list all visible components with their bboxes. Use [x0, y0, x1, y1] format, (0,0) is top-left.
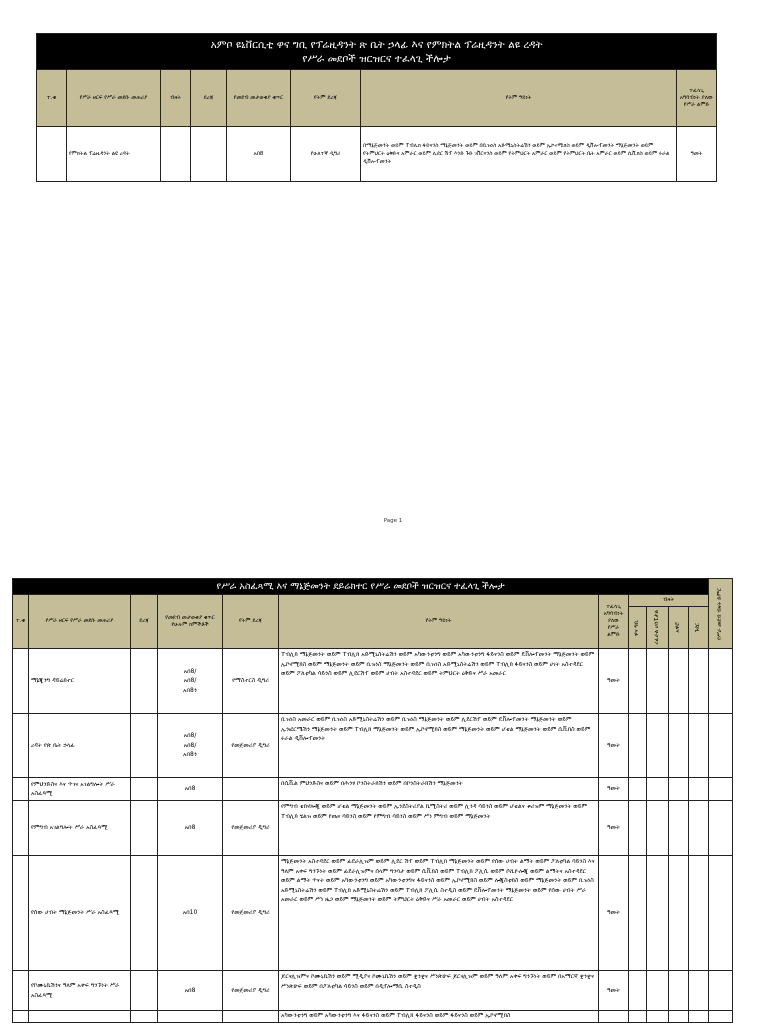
top-table: [36, 33, 717, 182]
header-count-group: ብዛት: [629, 595, 709, 607]
cell-position-title: ማኔጂንግ ዳይሬክተር: [29, 649, 131, 714]
education-field-text: ቢዝነስ አመራር ወይም ቢዝነስ አድሚኒስትሬሽን ወይም ቢዝነስ ማኔጅመንት ወይም ሊደርሽፕ ወይም ዴቨሎፕመንት ማኔጅመንት ወይም ኢንፎርሜሽን ማኔጅመንት ወይም ፐብሊክ ማኔጅመንት ወይም ኢኮኖሚክስ ወይም ማኔጅመንት ወይም ሆቴል ማኔጅመንት ወይም ሲቪክስ ወይም ሩራል ዲቨሎፕመንት: [281, 716, 591, 742]
header-education-level: የትም ደረጃ: [291, 70, 361, 127]
cell-education-field: [279, 649, 599, 714]
cell-position-id: አበ8: [158, 778, 223, 801]
cell-total: [709, 714, 733, 778]
table-row: [13, 778, 733, 801]
education-field-text: ፐብሊክ ማኔጅመንት ወይም ፐብሊክ አድሚኒስትሬሽን ወይም አካውንቲንግ ወይም አካውንቲንግ ፋይናንስ ወይም ዴቨሎፕመንት ማኔጅመንት ወይም ኢኮኖሚክስ ወይም ማኔጅመንት ወይም ቢዝነስ ማኔጅመንት ወይም ቢዝነስ አድሚኒስትሬሽን ወይም ፐብሊክ ፋይናንስ ወይም ሀገት አስተዳደር ወይም ፖለቲካል ሳይንስ ወይም ሊደርሽፕ ወይም ሀብት አስተዳደር ወይም ትምህርት ዕቅድና ሥራ አመራር: [281, 651, 595, 677]
cell-education-field: [361, 127, 677, 182]
cell-count-awaro: [669, 1011, 689, 1023]
header-education-field: የትም ዓይነት: [279, 595, 599, 649]
cell-count-main-campus: [629, 649, 647, 714]
cell-experience: ዓመት: [677, 127, 717, 182]
cell-count-guder: [689, 801, 709, 856]
cell-count-main-campus: [629, 856, 647, 971]
header-total: [709, 579, 733, 649]
cell-count-hospital: [647, 856, 669, 971]
header-experience: ተፈላጊ አግባብነት ያለው የሥራ ልምድ: [677, 70, 717, 127]
cell-count-awaro: [669, 856, 689, 971]
header-level: ደረጃ: [131, 595, 158, 649]
header-row: [13, 595, 733, 607]
cell-count-main-campus: [629, 1011, 647, 1023]
cell-position-id: አበ8/ አበ8/ አበ8ን: [158, 649, 223, 714]
cell-count: [161, 127, 191, 182]
header-count-main-campus-label: ዋና ግቢ: [634, 619, 640, 636]
cell-no: [13, 649, 29, 714]
cell-no: [13, 971, 29, 1011]
cell-education-level: የመጀመሪያ ዲግሪ: [223, 801, 279, 856]
table-row: [13, 649, 733, 714]
cell-count-main-campus: [629, 714, 647, 778]
header-count-awaro: [669, 607, 689, 649]
page-number: Page 1: [383, 518, 403, 524]
cell-count-main-campus: [629, 801, 647, 856]
cell-level: [131, 856, 158, 971]
header-position-id: የመደብ መታወቂያ ቁጥር: [227, 70, 291, 127]
header-position-id: የመደብ መታወቂያ ቁጥር የሁሉም ክምችቶች: [158, 595, 223, 649]
cell-count-hospital: [647, 801, 669, 856]
education-field-text: በሲቪል ምህንድስና ወይም በሕንፃ ኮንስትራክሽን ወይም በኮንስትራክሽን ማኔጅመንት: [281, 780, 463, 787]
education-field-text: ጆርናሊዝምና ኮሙኒኬሽን ወይም ሚዲያና ኮሙኒኬሽን ወይም ቋንቋና ሥነጽሁፍ ጆርናሊዝም ወይም ዓለም አቀፍ ግንኙነት ወይም በአማርኛ ቋንቋና ሥነጽሁፍ ወይም በፖለቲካል ሳይንስ ወይም በዲፕሎማሲ ስተዲስ: [281, 973, 595, 990]
cell-level: [131, 1011, 158, 1023]
cell-experience: ዓመት: [599, 714, 629, 778]
cell-education-field: [279, 856, 599, 971]
cell-count-awaro: [669, 714, 689, 778]
cell-education-level: የመጀመሪያ ዲግሪ: [223, 714, 279, 778]
cell-level: [131, 649, 158, 714]
cell-count-guder: [689, 1011, 709, 1023]
cell-count-hospital: [647, 714, 669, 778]
cell-total: [709, 801, 733, 856]
header-count-guder: [689, 607, 709, 649]
cell-position-id: አበ8/ አበ8/ አበ8ን: [158, 714, 223, 778]
cell-position-title: የምግብ አገልግሎት ሥራ አስፈጻሚ: [29, 801, 131, 856]
header-count-hospital: [647, 607, 669, 649]
cell-education-level: [223, 778, 279, 801]
cell-count-guder: [689, 856, 709, 971]
cell-count-main-campus: [629, 778, 647, 801]
cell-level: [131, 714, 158, 778]
header-total-label: የሥራ መደብ ብዛት ድምር: [717, 587, 724, 640]
cell-level: [131, 971, 158, 1011]
cell-count-hospital: [647, 778, 669, 801]
cell-education-level: [223, 1011, 279, 1023]
cell-education-field: [279, 801, 599, 856]
table-row: [13, 971, 733, 1011]
header-count-main-campus: [629, 607, 647, 649]
cell-count-main-campus: [629, 971, 647, 1011]
header-count-guder-label: ጉደር: [695, 622, 702, 633]
table-row: [13, 714, 733, 778]
cell-no: [37, 127, 67, 182]
cell-position-title: [29, 1011, 131, 1023]
cell-level: [191, 127, 227, 182]
header-education-level: የትም ደረጃ: [223, 595, 279, 649]
cell-education-field: [279, 1011, 599, 1023]
cell-position-title: [29, 971, 131, 1011]
cell-education-field: [279, 714, 599, 778]
cell-count-guder: [689, 714, 709, 778]
cell-experience: [599, 1011, 629, 1023]
header-experience: ተፈላጊ አግባብነት ያለው የሥራ ልምድ: [599, 595, 629, 649]
cell-no: [13, 778, 29, 801]
header-level: ደረጃ: [191, 70, 227, 127]
cell-count-awaro: [669, 778, 689, 801]
cell-position-id: አበ8: [158, 801, 223, 856]
cell-total: [709, 856, 733, 971]
cell-no: [13, 856, 29, 971]
cell-position-title: ረዳት የጽ ቤት ኃላፊ: [29, 714, 131, 778]
cell-count-guder: [689, 649, 709, 714]
education-field-text: በማኔጅመንት ወይም ፐብሊክ ፋይናንስ ማኔጅመንት ወይም በቢዝነስ አድሚኒስትሬሽን ወይም ኢኮኖሚክስ ወይም ዲቨሎፕመንት ማኔጅመንት ወይም የትምህርት ዕቅድና አምራር ወይም ሊደር ሽፕ እንድ ጉድ ገቨርናንስ ወይም የትምህርት አምራር ወይም የትምህርት ቤት አምራር ወይም ሲቪክስ ወይም ሩራል ዲቨሎፕመንት: [363, 143, 670, 165]
header-count-awaro-label: አዋሮ: [675, 622, 681, 633]
table-row: [13, 801, 733, 856]
cell-count-guder: [689, 971, 709, 1011]
education-field-text: ማኔጅመንት አስተዳደር ወይም ፊደራሊዝም ወይም ሊደር ሽፕ ወይም ፐብሊክ ማኔጅመንት ወይም የሰው ሀብት ልማት ወይም ፖለቲካል ሳይንስ እና ዓለም አቀፍ ግንኙነት ወይም ፊደራሊዝምና ሰላም ግንባታ ወይም ሲቪክስ ወይም ፐብሊክ ፖሊሲ ወይም ሶሺዮሎጂ ወይም ልማትና አስተዳደር ወይም ልማት ጥናት ወይም አካውንቲንግ ወይም አካውንቲንግና ፋይናንስ ወይም ኢኮኖሚክስ ወይም ሎጂስቲክስ ወይም ማኔጅመንት ወይም ቢዝነስ አድሚኒስትሬሽን ወይም ፐብሊክ አድሚኒስትሬሽን ወይም ፐብሊክ ፖሊሲ ስተዲስ ወይም ዴቨሎፕመንት ማኔጅመንት ወይም የሰው ሀብት ሥራ አመራር ወይም ሥነ ዜጋ ወይም ማኔጅመንት ወይም ትምህርት ዕቅድና ሥራ አመራር ወይም ሀብት አስተዳደር: [281, 858, 595, 903]
cell-total: [709, 649, 733, 714]
header-count: ብዛት: [161, 70, 191, 127]
cell-position-title: [29, 778, 131, 801]
cell-education-level: የመጀመሪያ ዲግሪ: [223, 856, 279, 971]
header-position-title: የሥራ ዘርፍ የሥራ መደቡ መጠሪያ: [29, 595, 131, 649]
title-line-1: አምቦ ዩኒቨርሲቲ ዋና ግቢ የፕሬዚዳንት ጽ ቤት ኃላፊ እና የምክትል ፕሬዚዳንት ልዩ ረዳት: [210, 38, 543, 51]
cell-education-level: የሁለተኛ ዲግሪ: [291, 127, 361, 182]
top-table-title: [37, 34, 717, 70]
table-row: [13, 1011, 733, 1023]
header-education-field: የትም ዓይነት: [361, 70, 677, 127]
cell-education-field: [279, 971, 599, 1011]
cell-education-level: የማስተርስ ዲግሪ: [223, 649, 279, 714]
cell-position-id: አበ8: [227, 127, 291, 182]
cell-education-level: የመጀመሪያ ዲግሪ: [223, 971, 279, 1011]
header-no: ተ.ቁ: [13, 595, 29, 649]
cell-total: [709, 971, 733, 1011]
cell-position-title: የሰው ሀብት ማኔጅመንት ሥራ አስፈጻሚ: [29, 856, 131, 971]
cell-count-hospital: [647, 649, 669, 714]
cell-count-awaro: [669, 971, 689, 1011]
cell-count-hospital: [647, 971, 669, 1011]
cell-experience: ዓመት: [599, 778, 629, 801]
header-count-hospital-label: ሪፈራል ሆስፒታል: [654, 610, 660, 645]
cell-count-awaro: [669, 801, 689, 856]
cell-total: [709, 1011, 733, 1023]
cell-experience: ዓመት: [599, 856, 629, 971]
cell-level: [131, 801, 158, 856]
cell-no: [13, 801, 29, 856]
position-title-text: የምህንድስና እና ጥገና አገልግሎት ሥራ አስፈጻሚ: [31, 780, 115, 797]
second-table-title: የሥራ አስፈጻሚ እና ማኔጅመንት ደይሬክተር የሥራ መደቦች ዝርዝርና ተፈላጊ ችሎታ: [13, 579, 709, 595]
education-field-text: የምግብ ቴክኖሎጂ ወይም ሆቴል ማኔጅመንት ወይም ኢንደስትሪያል ኬሚስትሪ ወይም ሊንዳ ሳይንስ ወይም ሆቴልና ቱሪዝም ማኔጅመንት ወይም ፐብሊክ ሄልዝ ወይም የጤና ሳይንስ ወይም የምግብ ሳይንስ ወይም ሥነ ምግብ ወይም ማኔጅመንት: [281, 803, 588, 820]
education-field-text: አካውንቲንግ ወይም አካውንቲንግ እና ፋይናንስ ወይም ፐብሊክ ፋይናንስ ወይም ፋይናንስ ወይም ኢኮኖሚክስ: [281, 1012, 511, 1019]
cell-count-guder: [689, 778, 709, 801]
title-line-2: የሥራ መደቦች ዝርዝርና ተፈላጊ ችሎታ: [302, 52, 451, 65]
cell-education-field: [279, 778, 599, 801]
cell-position-id: [158, 1011, 223, 1023]
cell-experience: ዓመት: [599, 649, 629, 714]
cell-experience: ዓመት: [599, 971, 629, 1011]
cell-position-id: አበ10: [158, 856, 223, 971]
cell-no: [13, 714, 29, 778]
cell-count-hospital: [647, 1011, 669, 1023]
cell-no: [13, 1011, 29, 1023]
header-position-title: የሥራ ዘርፍ የሥራ መደቡ መጠሪያ: [67, 70, 161, 127]
cell-level: [131, 778, 158, 801]
table-row: [13, 856, 733, 971]
cell-experience: ዓመት: [599, 801, 629, 856]
header-no: ተ.ቁ: [37, 70, 67, 127]
position-title-text: የኮሙኒኬሽንና ዓለም አቀፍ ግንኙነት ሥራ አስፈጻሚ: [31, 982, 120, 999]
table-row: [37, 127, 717, 182]
cell-count-awaro: [669, 649, 689, 714]
cell-position-id: አበ8: [158, 971, 223, 1011]
header-row: [37, 70, 717, 127]
second-table: [12, 578, 733, 1023]
cell-position-title: የምክትል ፕሬዚዳንት ልዩ ረዳት: [67, 127, 161, 182]
cell-total: [709, 778, 733, 801]
